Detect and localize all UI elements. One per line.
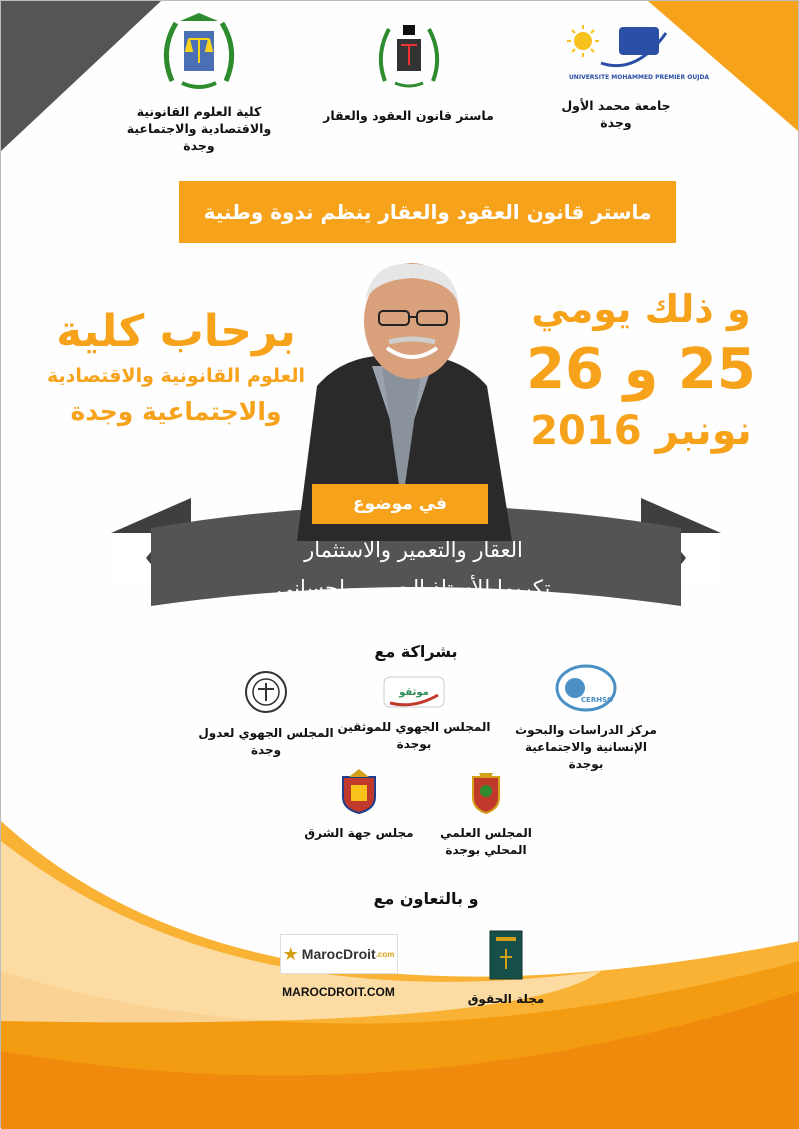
- notaries-logo-text: موثقو: [399, 687, 429, 698]
- notaries-logo: [382, 675, 446, 709]
- cerhso-logo: [555, 664, 617, 712]
- venue-block: [36, 306, 316, 430]
- master-logo: [373, 19, 445, 91]
- faculty-name-line1: كلية العلوم القانونية: [136, 104, 262, 119]
- marocdroit-logo-text: MarocDroit: [301, 945, 376, 962]
- venue-line3: والاجتماعية وجدة: [70, 397, 282, 426]
- adouls-logo: [243, 669, 289, 715]
- faculty-logo: [154, 11, 244, 91]
- marocdroit-logo: [280, 934, 398, 974]
- cerhso-logo-text: CERHSO: [580, 696, 614, 704]
- date-line2: 25 و 26: [526, 337, 756, 402]
- partner-name-line1: مجلس جهة الشرق: [304, 826, 414, 840]
- topic-tag: [312, 484, 488, 524]
- partner-name-line2: الإنسانية والاجتماعية: [524, 740, 648, 754]
- partner-adouls: [191, 669, 341, 759]
- marocdroit-site: MAROCDROIT.COM: [282, 985, 395, 999]
- faculty-block: [119, 11, 279, 154]
- date-block: [521, 281, 761, 459]
- partner-name-line1: المجلس الجهوي للموثقين: [337, 720, 491, 734]
- partner-name-line2: وجدة: [250, 743, 282, 757]
- topic-tag-label: في موضوع: [352, 494, 448, 514]
- partner-name-line1: المجلس العلمي: [440, 826, 532, 840]
- cooperation-heading: و بالتعاون مع: [373, 889, 479, 908]
- partner-cerhso: [511, 664, 661, 773]
- star-icon: ★: [282, 943, 299, 965]
- partner-name-line3: بوجدة: [568, 757, 604, 771]
- partner-name-line1: المجلس الجهوي لعدول: [198, 726, 334, 740]
- morocco-coat-of-arms-icon: [467, 771, 505, 815]
- topic-line2: تكريما للأستاذ الحسين بلحساني: [276, 576, 551, 600]
- event-title: ماستر قانون العقود والعقار ينظم ندوة وطنية: [203, 200, 652, 224]
- venue-line1: برحاب كلية: [56, 306, 296, 357]
- journal-cover-icon: [488, 929, 524, 981]
- university-logo-text: UNIVERSITE MOHAMMED PREMIER OUJDA: [568, 74, 710, 81]
- coop-journal: [451, 929, 561, 1008]
- date-line3: نونبر 2016: [530, 408, 752, 454]
- master-name: ماستر قانون العقود والعقار: [323, 108, 494, 123]
- partners-heading: بشراكة مع: [374, 642, 458, 661]
- region-council-logo: [339, 767, 379, 815]
- faculty-name-line3: وجدة: [183, 138, 215, 153]
- partner-notaries: [334, 675, 494, 753]
- title-banner: [179, 181, 676, 243]
- partner-name-line2: بوجدة: [396, 737, 432, 751]
- journal-name: مجلة الحقوق: [467, 992, 545, 1006]
- university-block: [546, 13, 710, 131]
- date-line1: و ذلك يومي: [531, 287, 751, 331]
- partner-name-line2: المحلي بوجدة: [445, 843, 527, 857]
- university-name-line1: جامعة محمد الأول: [561, 98, 671, 113]
- topic-text: [151, 531, 676, 607]
- university-name-line2: وجدة: [600, 115, 632, 130]
- coop-marocdroit: [271, 934, 406, 1001]
- topic-line1: العقار والتعمير والاستثمار: [304, 538, 523, 562]
- partner-name-line1: مركز الدراسات والبحوث: [515, 723, 657, 737]
- venue-line2: العلوم القانونية والاقتصادية: [46, 365, 306, 387]
- master-block: [321, 19, 496, 124]
- university-logo: [561, 13, 710, 85]
- faculty-name-line2: والاقتصادية والاجتماعية: [126, 121, 272, 136]
- marocdroit-logo-suffix: .com: [375, 949, 395, 959]
